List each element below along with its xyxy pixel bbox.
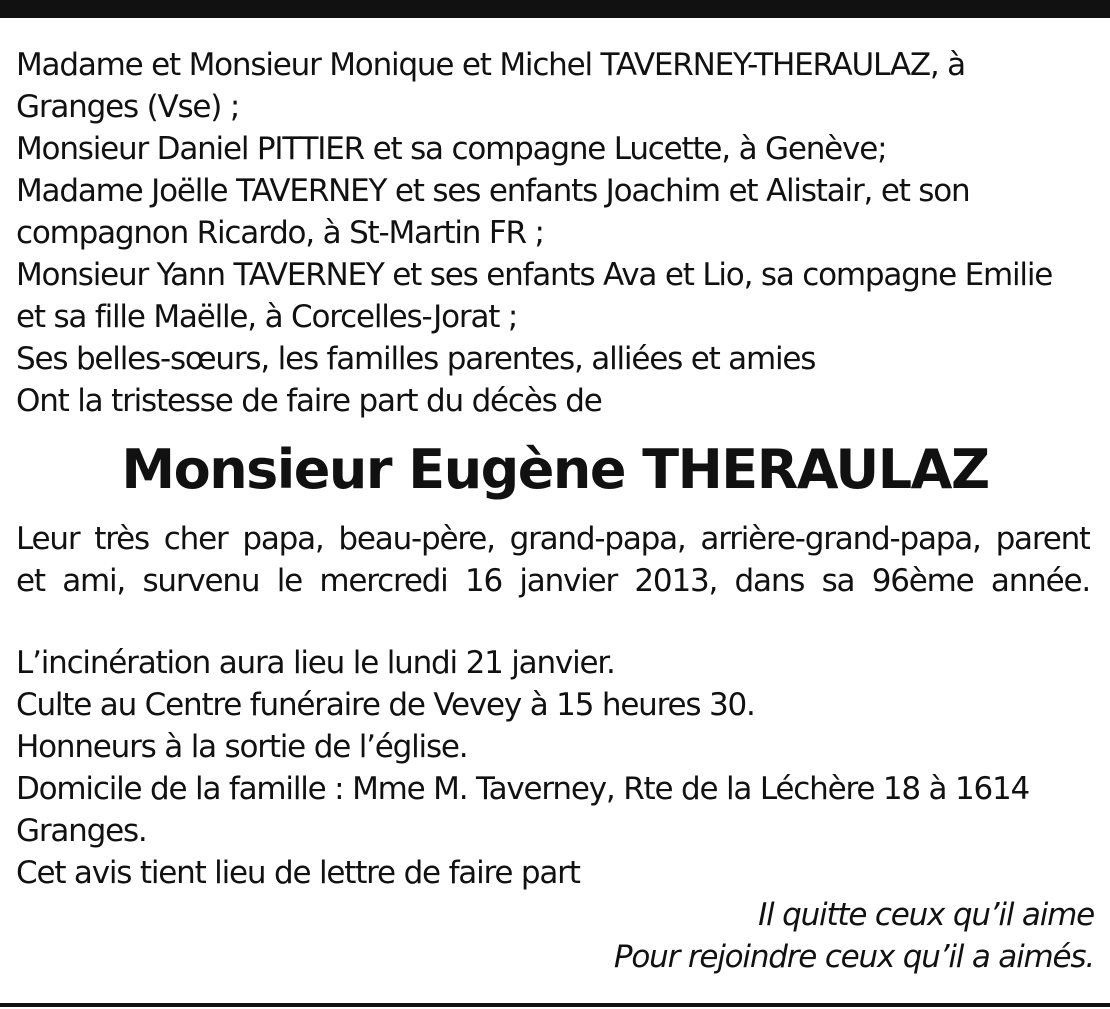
tribute-line: Leur très cher papa, beau-père, grand-papa, arrière-grand-papa, parent xyxy=(16,521,1090,557)
family-line: Madame Joëlle TAVERNEY et ses enfants Joachim et Alistair, et son xyxy=(16,173,970,209)
family-line: Madame et Monsieur Monique et Michel TAVERNEY-THERAULAZ, à xyxy=(16,47,965,83)
family-line: Ses belles-sœurs, les familles parentes, alliées et amies xyxy=(16,341,816,377)
family-announcement xyxy=(16,44,1094,422)
top-border-rule xyxy=(0,0,1110,18)
details-line: Domicile de la famille : Mme M. Taverney, Rte de la Léchère 18 à 1614 xyxy=(16,771,1030,807)
deceased-name: Monsieur Eugène THERAULAZ xyxy=(121,438,989,501)
family-line: Monsieur Daniel PITTIER et sa compagne Lucette, à Genève; xyxy=(16,131,887,167)
closing-line: Pour rejoindre ceux qu’il a aimés. xyxy=(613,939,1094,975)
family-line: Ont la tristesse de faire part du décès de xyxy=(16,383,602,419)
closing-line: Il quitte ceux qu’il aime xyxy=(758,897,1094,933)
details-line: L’incinération aura lieu le lundi 21 janvier. xyxy=(16,645,615,681)
closing-verse xyxy=(16,894,1094,978)
obituary-notice xyxy=(16,44,1094,978)
family-line: Granges (Vse) ; xyxy=(16,89,240,125)
details-line: Cet avis tient lieu de lettre de faire part xyxy=(16,855,580,891)
paragraph-spacer xyxy=(16,602,1094,642)
details-line: Culte au Centre funéraire de Vevey à 15 heures 30. xyxy=(16,687,755,723)
details-line: Honneurs à la sortie de l’église. xyxy=(16,729,468,765)
tribute-text xyxy=(16,518,1090,602)
family-line: et sa fille Maëlle, à Corcelles-Jorat ; xyxy=(16,299,518,335)
bottom-border-rule xyxy=(0,1003,1110,1007)
family-line: compagnon Ricardo, à St-Martin FR ; xyxy=(16,215,544,251)
funeral-details xyxy=(16,642,1094,894)
family-line: Monsieur Yann TAVERNEY et ses enfants Ava et Lio, sa compagne Emilie xyxy=(16,257,1053,293)
details-line: Granges. xyxy=(16,813,147,849)
tribute-line: et ami, survenu le mercredi 16 janvier 2013, dans sa 96ème année. xyxy=(16,563,1090,599)
